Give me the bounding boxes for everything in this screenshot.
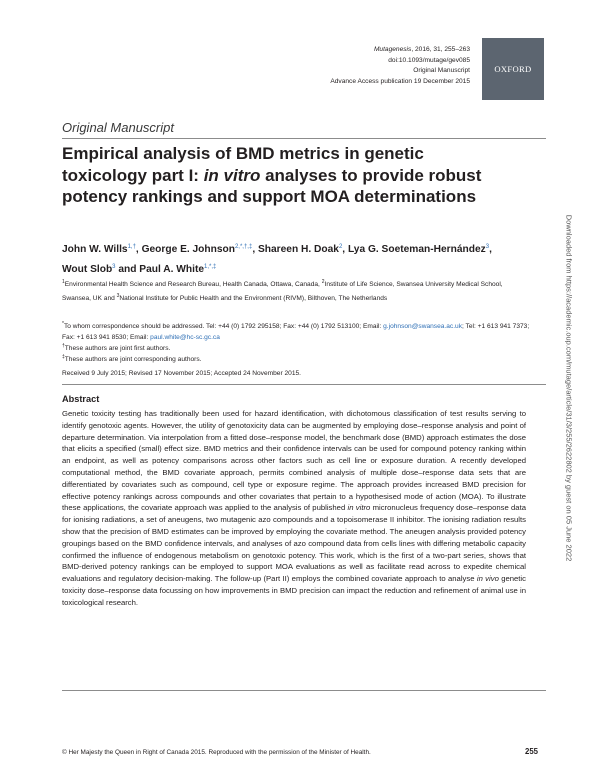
abstract-body: Genetic toxicity testing has traditionally been used for hazard identification, with dichotomous classification of test results serving to identify genotoxic agents. However, the utility of genotoxicity data can be augmented by employing dose–response analysis and point of departure determination. Via interpolation from a fitted dose–response model, the benchmark dose (BMD) approach estimates the dose that elicits a specified (small) effect size. BMD metrics and their confidence intervals can be used for compound potency ranking within an endpoint, as well as potency comparisons across other factors such as cell line or exposure duration. A recently developed computational method, the BMD covariate approach, permits combined analysis of multiple dose–response data sets that are differentiated by covariates such as compound, cell type or exposure regime. The approach provides increased BMD precision for effective potency rankings across compounds and other covariates that pertain to a hypothesised mode of action (MOA). To illustrate these applications, the covariate approach was applied to the analysis of published in vitro micronucleus frequency dose–response data for ionising radiations, a set of aneugens, two mutagenic azo compounds and a topoisomerase II inhibitor. The ionising radiation results show that the precision of BMD estimates can be improved by employing the covariate method. The aneugen analysis provided potency groupings based on the BMD confidence intervals, and analyses of azo compound data from cells lines with differing metabolic capacity confirmed the influence of endogenous metabolism on genotoxic potency. This work, which is the first of a two-part series, shows that BMD-derived potency rankings can be employed to support MOA evaluations as well as facilitate read across to expedite chemical evaluations and regulatory decision-making. The follow-up (Part II) employs the combined covariate approach to analyse in vivo genetic toxicity dose–response data focussing on how improvements in BMD precision can impact the reduction and refinement of animal use in toxicological research.: [62, 409, 526, 607]
email-link[interactable]: g.johnson@swansea.ac.uk: [383, 323, 463, 330]
received-dates: Received 9 July 2015; Revised 17 November 2015; Accepted 24 November 2015.: [62, 370, 301, 377]
divider: [62, 138, 546, 139]
divider: [62, 384, 546, 385]
divider: [62, 690, 546, 691]
doi: doi:10.1093/mutage/gev085: [388, 56, 470, 64]
joint-corresponding-note: ‡These authors are joint corresponding authors.: [62, 354, 202, 363]
affiliations: $^1$Environmental Health Science and Research Bureau, Health Canada, Ottawa, Canada, $^2$Institute of Life Science, Swansea University Medical School, Swansea, UK and $^3$National Institute for Public Health and the Environment (RIVM), Bilthoven, The Netherlands: [62, 279, 503, 302]
section-label: Original Manuscript: [62, 120, 174, 135]
copyright-notice: © Her Majesty the Queen in Right of Canada 2015. Reproduced with the permission of the Minister of Health.: [62, 749, 371, 756]
email-link[interactable]: paul.white@hc-sc.gc.ca: [150, 333, 220, 341]
journal-metadata: [330, 45, 470, 87]
oxford-logo: OXFORD: [482, 38, 544, 100]
correspondence-note: *To whom correspondence should be addressed. Tel: +44 (0) 1792 295158; Fax: +44 (0) 1792 513100; Email: g.johnson@swansea.ac.uk; Tel: +1 613 941 7373; Fax: +1 613 941 8530; Email: paul.white@hc-sc.gc.ca: [62, 321, 530, 341]
author-list: John W. Wills$^{1,\dagger}$, George E. Johnson$^{2,*,\dagger,\ddagger}$, Shareen H. Doak$^2$, Lya G. Soeteman-Hernández$^3$, Wout Slob$^3$ and Paul A. White$^{1,*,\ddagger}$: [62, 244, 492, 275]
joint-first-note: †These authors are joint first authors.: [62, 343, 171, 352]
download-watermark: Downloaded from https://academic.oup.com/mutage/article/31/3/255/2622802 by guest on 05 June 2022: [564, 214, 574, 562]
journal-citation: Mutagenesis, 2016, 31, 255–263: [373, 46, 470, 53]
abstract-heading: Abstract: [62, 394, 100, 404]
article-title: Empirical analysis of BMD metrics in genetic toxicology part I: in vitro analyses to provide robust potency rankings and support MOA determinations: [62, 144, 482, 206]
advance-access: Advance Access publication 19 December 2015: [330, 77, 470, 85]
article-type: Original Manuscript: [413, 67, 470, 75]
page-number: 255: [524, 747, 538, 756]
